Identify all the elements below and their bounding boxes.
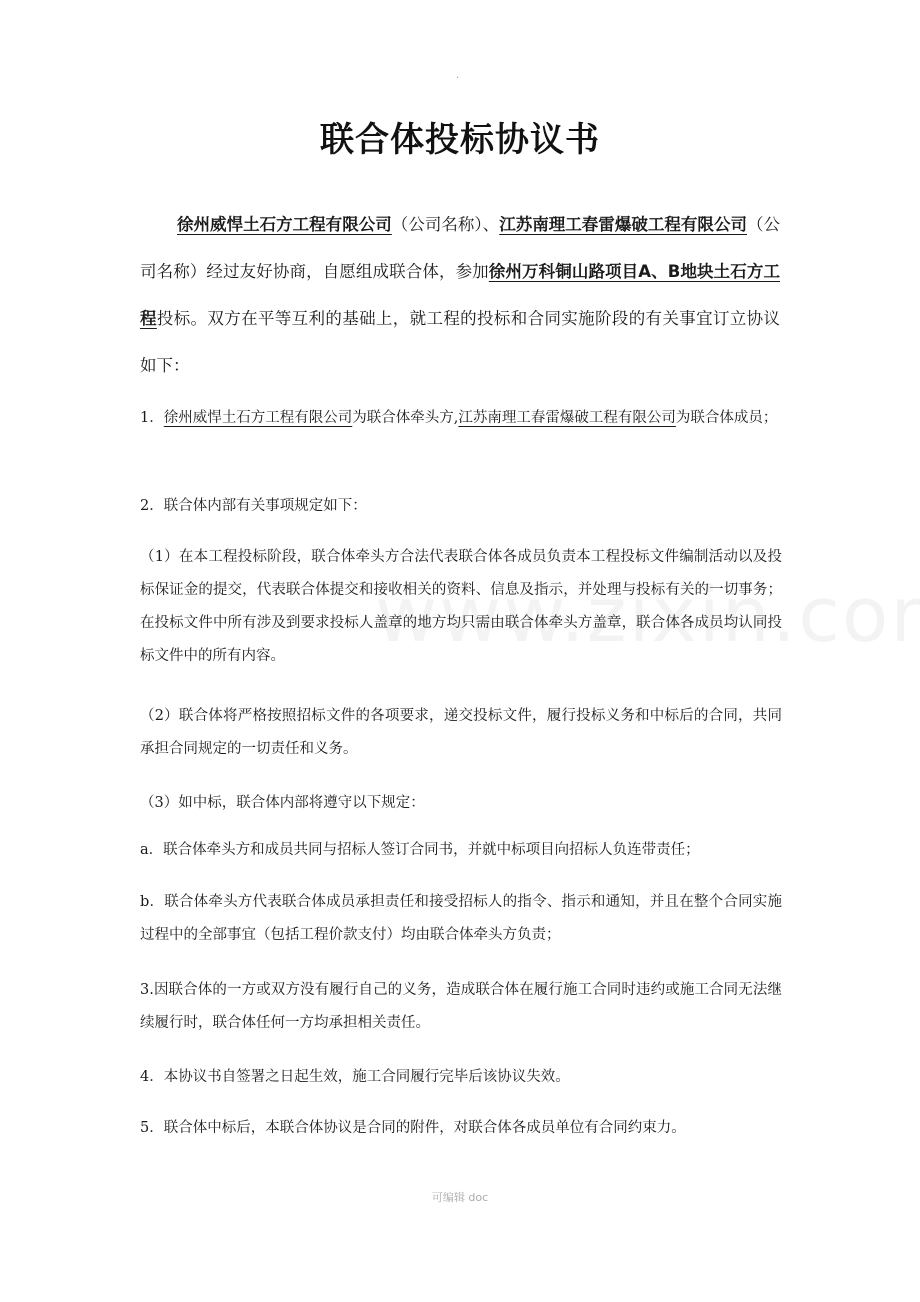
party-a-name: 徐州威悍土石方工程有限公司	[177, 215, 392, 234]
document-title: 联合体投标协议书	[320, 120, 600, 160]
intro-paragraph	[140, 201, 780, 389]
clause-4: 4．本协议书自签署之日起生效，施工合同履行完毕后该协议失效。	[140, 1069, 570, 1085]
header-mark: .	[456, 70, 460, 81]
party-a-note: （公司名称）、	[391, 215, 500, 234]
clause-5: 5．联合体中标后，本联合体协议是合同的附件，对联合体各成员单位有合同约束力。	[140, 1120, 686, 1136]
party-b-note: （公司名称）经过友好协商，自愿组成联合体，参加	[140, 215, 781, 281]
clause-1	[140, 402, 782, 435]
clause-1-prefix: 1．	[140, 410, 164, 426]
clause-2: 2．联合体内部有关事项规定如下：	[140, 498, 367, 514]
clause-2-2: （2）联合体将严格按照招标文件的各项要求，递交投标文件，履行投标义务和中标后的合同，共同承担合同规定的一切责任和义务。	[140, 708, 782, 757]
footer-label: 可编辑 doc	[431, 1191, 489, 1204]
clause-2-1: （1）在本工程投标阶段，联合体牵头方合法代表联合体各成员负责本工程投标文件编制活动以及投标保证金的提交，代表联合体提交和接收相关的资料、信息及指示，并处理与投标有关的一切事务；在投标文件中所有涉及到要求投标人盖章的地方均只需由联合体牵头方盖章，联合体各成员均认同投标文件中的所有内容。	[140, 549, 782, 664]
clause-b: b．联合体牵头方代表联合体成员承担责任和接受招标人的指令、指示和通知，并且在整个合同实施过程中的全部事宜（包括工程价款支付）均由联合体牵头方负责；	[140, 894, 782, 943]
lead-company: 徐州威悍土石方工程有限公司	[163, 410, 353, 426]
lead-role: 为联合体牵头方,	[352, 410, 459, 426]
clause-2-3: （3）如中标，联合体内部将遵守以下规定：	[140, 795, 425, 811]
clause-3: 3.因联合体的一方或双方没有履行自己的义务，造成联合体在履行施工合同时违约或施工合同无法继续履行时，联合体任何一方均承担相关责任。	[140, 982, 782, 1031]
party-b-name: 江苏南理工春雷爆破工程有限公司	[499, 215, 747, 234]
project-name: 徐州万科铜山路项目A、B地块土石方工程	[140, 262, 780, 328]
intro-rest: 投标。双方在平等互利的基础上，就工程的投标和合同实施阶段的有关事宜订立协议如下：	[140, 309, 781, 375]
member-company: 江苏南理工春雷爆破工程有限公司	[458, 410, 676, 426]
clause-a: a．联合体牵头方和成员共同与招标人签订合同书，并就中标项目向招标人负连带责任；	[140, 842, 700, 858]
member-role: 为联合体成员；	[675, 410, 778, 426]
